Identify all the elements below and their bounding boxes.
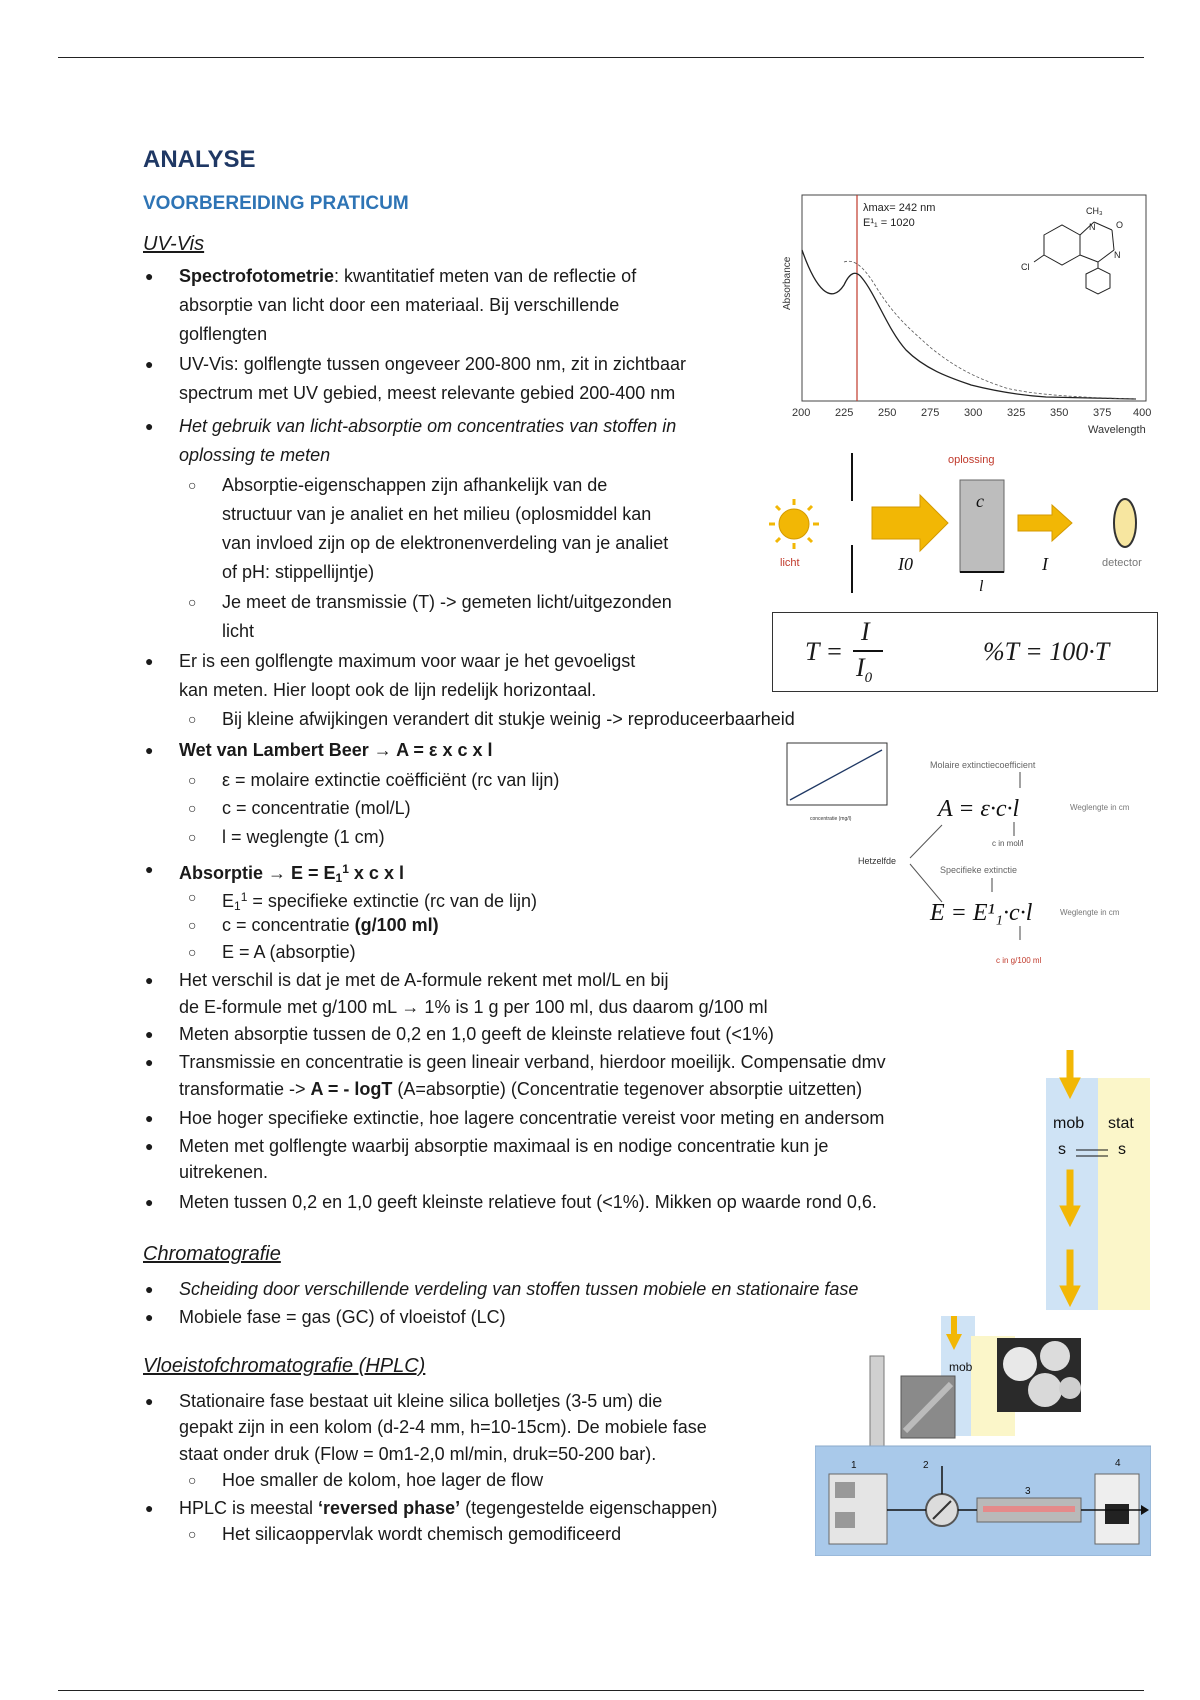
uvvis-title: UV-Vis [143, 233, 205, 255]
page-title: ANALYSE [143, 146, 256, 173]
hplc-figure [815, 1316, 1151, 1556]
use-line1: Het gebruik van licht-absorptie om concentraties van stoffen in [179, 416, 677, 436]
x-ticks [792, 407, 1151, 419]
top-rule [58, 57, 1144, 58]
tick-300: 300 [964, 407, 983, 419]
bullet: ● [145, 268, 154, 284]
bullet: ● [145, 1054, 154, 1070]
specifieke-label: Specifieke extinctie [940, 865, 1018, 875]
bullet: ● [145, 742, 154, 758]
chrom-title: Chromatografie [143, 1243, 281, 1265]
bullet: ● [145, 1194, 154, 1210]
detector-label: detector [1102, 557, 1142, 569]
absorbance-label: Absorbance [782, 256, 793, 310]
bullet: ● [145, 1138, 154, 1154]
licht-label: licht [780, 557, 800, 569]
tick-200: 200 [792, 407, 811, 419]
uv-spectrum-figure [776, 190, 1168, 440]
cl-label: Cl [1021, 262, 1030, 272]
bullet: ● [145, 1026, 154, 1042]
pct-t: %T = 100·T [983, 637, 1110, 666]
chrom-line2: Mobiele fase = gas (GC) of vloeistof (LC) [179, 1307, 506, 1327]
tick-275: 275 [921, 407, 940, 419]
sun-icon [769, 499, 819, 549]
sub-bullet: ○ [188, 477, 197, 493]
weg2-label: Weglengte in cm [1060, 908, 1120, 917]
label-3: 3 [1025, 1486, 1031, 1497]
ab-sub2-bold: (g/100 ml) [354, 915, 439, 935]
n1-label: N [1089, 222, 1096, 232]
ab-sub1: $E1^1$ = specifieke extinctie (rc van de lijn) [222, 890, 538, 913]
i0-label: I0 [898, 554, 913, 574]
label-2: 2 [923, 1460, 929, 1471]
column-tube [870, 1356, 884, 1451]
t-num: I [861, 617, 870, 646]
hplc-line2: gepakt zijn in een kolom (d-2-4 mm, h=10-15cm). De mobiele fase [179, 1417, 707, 1437]
hplc-title: Vloeistofchromatografie (HPLC) [143, 1355, 426, 1377]
lb-sub1: ε = molaire extinctie coëfficiënt (rc van lijn) [222, 770, 560, 790]
meas2: Meten tussen 0,2 en 1,0 geeft kleinste relatieve fout (<1%). Mikken op waarde rond 0,6. [179, 1192, 877, 1212]
absorptie-tail: x c x l [348, 863, 404, 883]
range-line2: spectrum met UV gebied, meest relevante gebied 200-400 nm [179, 383, 676, 403]
light-arrow-1 [872, 495, 948, 551]
transmission-formula-box [772, 612, 1158, 692]
lambda-max: λmax= 242 nm [863, 202, 936, 214]
weg1-label: Weglengte in cm [1070, 803, 1130, 812]
c-g-label: c in g/100 ml [996, 956, 1042, 965]
c-label: c [976, 491, 984, 511]
diff-line1: Het verschil is dat je met de A-formule rekent met mol/L en bij [179, 970, 669, 990]
absorptie-label: Absorptie → $E = E1^1$ x c x l [179, 862, 404, 885]
use-line2: oplossing te meten [179, 445, 331, 465]
max-line2: kan meten. Hier loopt ook de lijn redelijk horizontaal. [179, 680, 597, 700]
trans-line2: licht [222, 621, 255, 641]
sub-bullet: ○ [188, 772, 197, 788]
bullet: ● [145, 1309, 154, 1325]
hplc-svg [815, 1316, 1151, 1556]
lb-sub2: c = concentratie (mol/L) [222, 798, 411, 818]
n2-label: N [1114, 250, 1121, 260]
t-den [856, 653, 872, 687]
bullet: ● [145, 972, 154, 988]
bullet: ● [145, 418, 154, 434]
graph-xlabel: concentratie (mg/l) [810, 816, 852, 822]
bullet: ● [145, 1393, 154, 1409]
ab-sub3: E = A (absorptie) [222, 942, 356, 962]
spectro-text [179, 262, 636, 290]
hplc-rp [179, 1494, 717, 1522]
diff-line2: de E-formule met g/100 mL → 1% is 1 g per 100 ml, dus daarom g/100 ml [179, 997, 768, 1017]
ch3-label: CH₃ [1086, 206, 1103, 216]
t-den-base: I [856, 653, 865, 682]
hplc-sub1: Hoe smaller de kolom, hoe lager de flow [222, 1470, 544, 1490]
spectro-rest: : kwantitatief meten van de reflectie of [334, 266, 637, 286]
detector-icon [1114, 499, 1136, 547]
lb-sub3: l = weglengte (1 cm) [222, 827, 385, 847]
rp-a: HPLC is meestal [179, 1498, 319, 1518]
e-formula: E = E¹₁·c·l [930, 900, 1033, 926]
chrom-line1: Scheiding door verschillende verdeling van stoffen tussen mobiele en stationaire fase [179, 1279, 859, 1299]
c-mol-label: c in mol/l [992, 839, 1024, 848]
spectro-term: Spectrofotometrie [179, 266, 335, 286]
sub-bullet: ○ [188, 711, 197, 727]
sub-bullet: ○ [188, 594, 197, 610]
setup-figure [760, 445, 1170, 600]
meas1: Meten absorptie tussen de 0,2 en 1,0 geeft de kleinste relatieve fout (<1%) [179, 1024, 774, 1044]
tick-225: 225 [835, 407, 854, 419]
absorptie-head: Absorptie → E = E [179, 863, 336, 883]
gl-line2: uitrekenen. [179, 1162, 269, 1182]
transf-b: A = - logT [310, 1079, 393, 1099]
bullet: ● [145, 1500, 154, 1516]
max-line1: Er is een golflengte maximum voor waar je het gevoeligst [179, 651, 636, 671]
bullet: ● [145, 861, 154, 877]
t-eq: T = [805, 637, 844, 666]
sub-bullet: ○ [188, 800, 197, 816]
light-arrow-2 [1018, 505, 1072, 541]
abs-line4: of pH: stippellijntje) [222, 562, 375, 582]
sub-bullet: ○ [188, 889, 197, 905]
bullet: ● [145, 356, 154, 372]
label-1: 1 [851, 1460, 857, 1471]
s-stat: s [1118, 1141, 1126, 1158]
hplc-line3: staat onder druk (Flow = 0m1-2,0 ml/min, druk=50-200 bar). [179, 1444, 657, 1464]
tick-400: 400 [1133, 407, 1152, 419]
oplossing-label: oplossing [948, 454, 995, 466]
tick-250: 250 [878, 407, 897, 419]
gl-line1: Meten met golflengte waarbij absorptie maximaal is en nodige concentratie kun je [179, 1136, 829, 1156]
abs-line3: van invloed zijn op de elektronenverdeling van je analiet [222, 533, 669, 553]
transf-line2 [179, 1075, 862, 1103]
s-mob: s [1058, 1141, 1066, 1158]
lambert-beer: Wet van Lambert Beer → A = ε x c x l [179, 740, 493, 760]
transf-line1: Transmissie en concentratie is geen lineair verband, hierdoor moeilijk. Compensatie dmv [179, 1052, 886, 1072]
rp-c: (tegengestelde eigenschappen) [460, 1498, 718, 1518]
section-title: VOORBEREIDING PRATICUM [143, 193, 409, 214]
tick-350: 350 [1050, 407, 1069, 419]
l-label: l [979, 578, 984, 595]
hplc-sub2: Het silicaoppervlak wordt chemisch gemodificeerd [222, 1524, 622, 1544]
molaire-label: Molaire extinctiecoefficient [930, 760, 1036, 770]
higher: Hoe hoger specifieke extinctie, hoe lagere concentratie vereist voor meting en andersom [179, 1108, 885, 1128]
abs-line2: structuur van je analiet en het milieu (oplosmiddel kan [222, 504, 652, 524]
ab-sub2-text: c = concentratie [222, 915, 355, 935]
bullet: ● [145, 1110, 154, 1126]
sub-bullet: ○ [188, 1472, 197, 1488]
transf-a: transformatie -> [179, 1079, 311, 1099]
phase-figure [1046, 1050, 1152, 1312]
sub-bullet: ○ [188, 944, 197, 960]
sub-bullet: ○ [188, 1526, 197, 1542]
hplc-line1: Stationaire fase bestaat uit kleine silica bolletjes (3-5 um) die [179, 1391, 663, 1411]
spectro-line2: absorptie van licht door een materiaal. Bij verschillende [179, 295, 620, 315]
bullet: ● [145, 653, 154, 669]
sub-bullet: ○ [188, 917, 197, 933]
transf-c: (A=absorptie) (Concentratie tegenover absorptie uitzetten) [392, 1079, 863, 1099]
ab-sub1-tail: = specifieke extinctie (rc van de lijn) [247, 891, 538, 911]
hplc-mob-label: mob [949, 1360, 973, 1374]
abs-line1: Absorptie-eigenschappen zijn afhankelijk van de [222, 475, 608, 495]
ab-sub2 [222, 911, 439, 939]
range-line1: UV-Vis: golflengte tussen ongeveer 200-800 nm, zit in zichtbaar [179, 354, 686, 374]
bullet: ● [145, 1281, 154, 1297]
tick-325: 325 [1007, 407, 1026, 419]
label-4: 4 [1115, 1458, 1121, 1469]
wavelength-label: Wavelength [1088, 424, 1146, 436]
a-formula: A = ε·c·l [938, 796, 1020, 822]
t-den-sub: 0 [864, 670, 873, 686]
stat-label: stat [1108, 1115, 1134, 1132]
bottom-rule [58, 1690, 1144, 1691]
i-label: I [1042, 554, 1048, 574]
mob-label: mob [1053, 1115, 1085, 1132]
rp-b: ‘reversed phase’ [318, 1498, 461, 1518]
hetzelfde-label: Hetzelfde [858, 856, 897, 866]
max-sub: Bij kleine afwijkingen verandert dit stukje weinig -> reproduceerbaarheid [222, 709, 795, 729]
tick-375: 375 [1093, 407, 1112, 419]
lambert-beer-figure [770, 740, 1170, 970]
spectro-line3: golflengten [179, 324, 268, 344]
o-label: O [1116, 220, 1124, 230]
sub-bullet: ○ [188, 829, 197, 845]
trans-line1: Je meet de transmissie (T) -> gemeten licht/uitgezonden [222, 592, 672, 612]
e-value: E¹₁ = 1020 [863, 217, 915, 229]
